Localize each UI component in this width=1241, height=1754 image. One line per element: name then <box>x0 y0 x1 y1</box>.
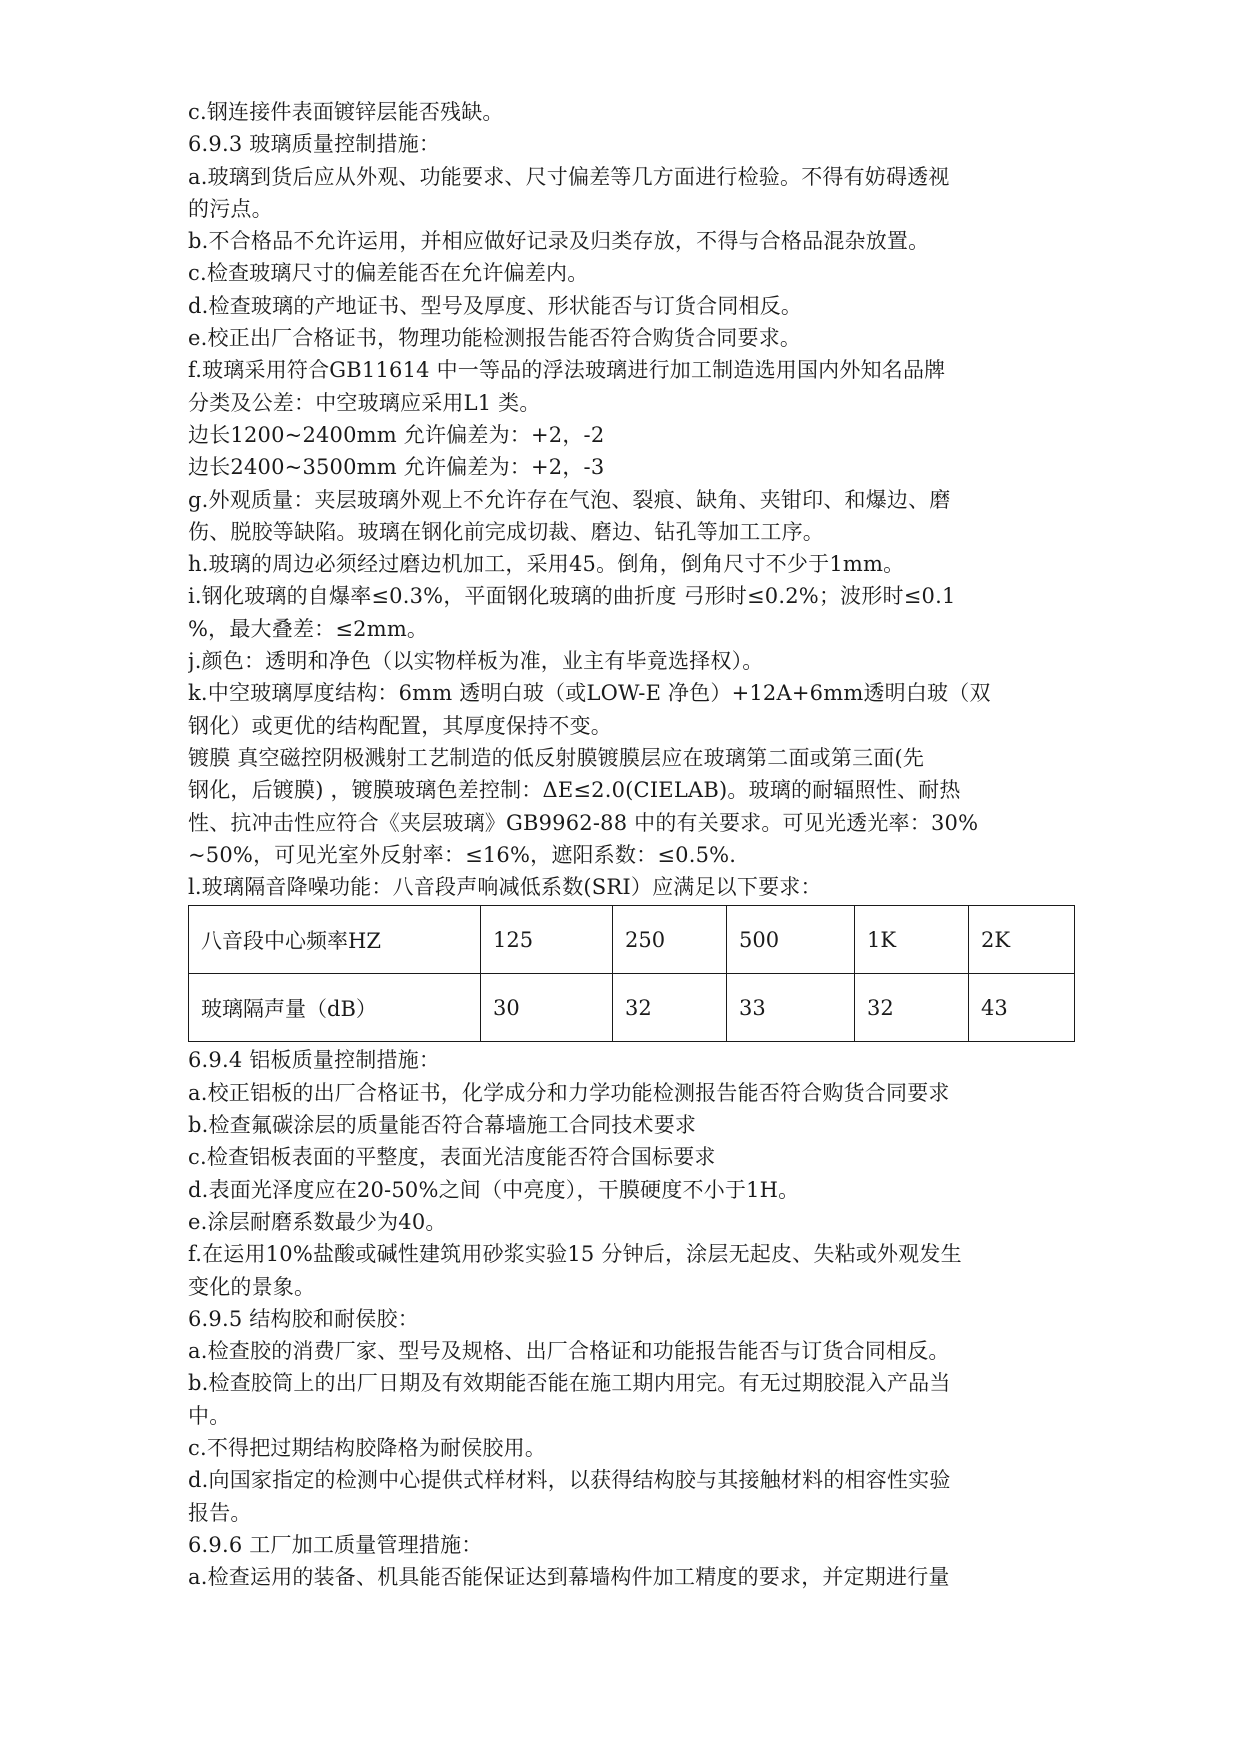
text-line: 钢化）或更优的结构配置，其厚度保持不变。 <box>188 713 612 738</box>
text-line: a.检查运用的装备、机具能否能保证达到幕墙构件加工精度的要求，并定期进行量 <box>188 1565 950 1590</box>
text-block-top <box>188 96 1070 903</box>
text-line: a.校正铝板的出厂合格证书，化学成分和力学功能检测报告能否符合购货合同要求 <box>188 1080 950 1105</box>
text-line: g.外观质量：夹层玻璃外观上不允许存在气泡、裂痕、缺角、夹钳印、和爆边、磨 <box>188 487 951 512</box>
text-line: a.玻璃到货后应从外观、功能要求、尺寸偏差等几方面进行检验。不得有妨碍透视 <box>188 164 950 189</box>
text-line: 性、抗冲击性应符合《夹层玻璃》GB9962-88 中的有关要求。可见光透光率：30% <box>188 810 979 835</box>
table-cell: 30 <box>481 974 613 1042</box>
table-cell: 125 <box>481 906 613 974</box>
section-heading-6-9-6: 6.9.6 工厂加工质量管理措施： <box>188 1532 483 1557</box>
text-line: c.不得把过期结构胶降格为耐侯胶用。 <box>188 1435 547 1460</box>
text-line: c.检查铝板表面的平整度，表面光洁度能否符合国标要求 <box>188 1145 716 1170</box>
text-line: k.中空玻璃厚度结构：6mm 透明白玻（或LOW-E 净色）+12A+6mm透明白玻（双 <box>188 681 991 706</box>
text-line: 镀膜 真空磁控阴极溅射工艺制造的低反射膜镀膜层应在玻璃第二面或第三面(先 <box>188 745 925 770</box>
table-row <box>189 974 1075 1042</box>
section-heading-6-9-3: 6.9.3 玻璃质量控制措施： <box>188 132 441 157</box>
table-cell: 2K <box>969 906 1075 974</box>
text-line: d.检查玻璃的产地证书、型号及厚度、形状能否与订货合同相反。 <box>188 293 803 318</box>
text-line: i.钢化玻璃的自爆率≤0.3%，平面钢化玻璃的曲折度 弓形时≤0.2%；波形时≤0.1 <box>188 584 956 609</box>
text-line: d.向国家指定的检测中心提供式样材料，以获得结构胶与其接触材料的相容性实验 <box>188 1468 951 1493</box>
text-line: d.表面光泽度应在20-50%之间（中亮度），干膜硬度不小于1H。 <box>188 1177 800 1202</box>
table-cell: 43 <box>969 974 1075 1042</box>
section-heading-6-9-4: 6.9.4 铝板质量控制措施： <box>188 1048 441 1073</box>
text-line: 报告。 <box>188 1500 252 1525</box>
text-line: c.检查玻璃尺寸的偏差能否在允许偏差内。 <box>188 261 589 286</box>
table-cell: 33 <box>727 974 855 1042</box>
text-line: a.检查胶的消费厂家、型号及规格、出厂合格证和功能报告能否与订货合同相反。 <box>188 1339 950 1364</box>
table-cell: 1K <box>855 906 969 974</box>
table-header-cell: 玻璃隔声量（dB） <box>189 974 481 1042</box>
text-line: 钢化，后镀膜) ，镀膜玻璃色差控制：ΔE≤2.0(CIELAB)。玻璃的耐辐照性、耐热 <box>188 778 961 803</box>
sound-insulation-table <box>188 905 1075 1042</box>
text-line: b.不合格品不允许运用，并相应做好记录及归类存放，不得与合格品混杂放置。 <box>188 229 930 254</box>
table-cell: 500 <box>727 906 855 974</box>
document-page <box>188 96 1070 1593</box>
text-line: 伤、脱胶等缺陷。玻璃在钢化前完成切裁、磨边、钻孔等加工工序。 <box>188 519 824 544</box>
section-heading-6-9-5: 6.9.5 结构胶和耐侯胶： <box>188 1306 419 1331</box>
text-line: c.钢连接件表面镀锌层能否残缺。 <box>188 100 504 124</box>
text-line: %，最大叠差：≤2mm。 <box>188 616 429 641</box>
text-line: 边长1200~2400mm 允许偏差为：+2，-2 <box>188 422 605 447</box>
text-line: 中。 <box>188 1403 231 1428</box>
text-line: e.涂层耐磨系数最少为40。 <box>188 1209 447 1234</box>
text-line: 的污点。 <box>188 196 273 221</box>
text-line: 边长2400~3500mm 允许偏差为：+2，-3 <box>188 455 605 480</box>
table-cell: 32 <box>613 974 727 1042</box>
text-line: e.校正出厂合格证书，物理功能检测报告能否符合购货合同要求。 <box>188 326 802 351</box>
text-line: f.在运用10%盐酸或碱性建筑用砂浆实验15 分钟后，涂层无起皮、失粘或外观发生 <box>188 1242 962 1267</box>
table-row <box>189 906 1075 974</box>
text-line: ~50%，可见光室外反射率：≤16%，遮阳系数：≤0.5%. <box>188 842 737 867</box>
text-block-bottom <box>188 1044 1070 1593</box>
text-line: 变化的景象。 <box>188 1274 316 1299</box>
table-cell: 250 <box>613 906 727 974</box>
text-line: f.玻璃采用符合GB11614 中一等品的浮法玻璃进行加工制造选用国内外知名品牌 <box>188 358 946 383</box>
text-line: b.检查胶筒上的出厂日期及有效期能否能在施工期内用完。有无过期胶混入产品当 <box>188 1371 951 1396</box>
table-cell: 32 <box>855 974 969 1042</box>
text-line: h.玻璃的周边必须经过磨边机加工，采用45。倒角，倒角尺寸不少于1mm。 <box>188 552 905 577</box>
text-line: j.颜色：透明和净色（以实物样板为准，业主有毕竟选择权）。 <box>188 649 764 674</box>
text-line: b.检查氟碳涂层的质量能否符合幕墙施工合同技术要求 <box>188 1113 697 1138</box>
table-header-cell: 八音段中心频率HZ <box>189 906 481 974</box>
text-line: 分类及公差：中空玻璃应采用L1 类。 <box>188 390 541 415</box>
text-line: l.玻璃隔音降噪功能：八音段声响减低系数(SRI）应满足以下要求： <box>188 875 822 900</box>
